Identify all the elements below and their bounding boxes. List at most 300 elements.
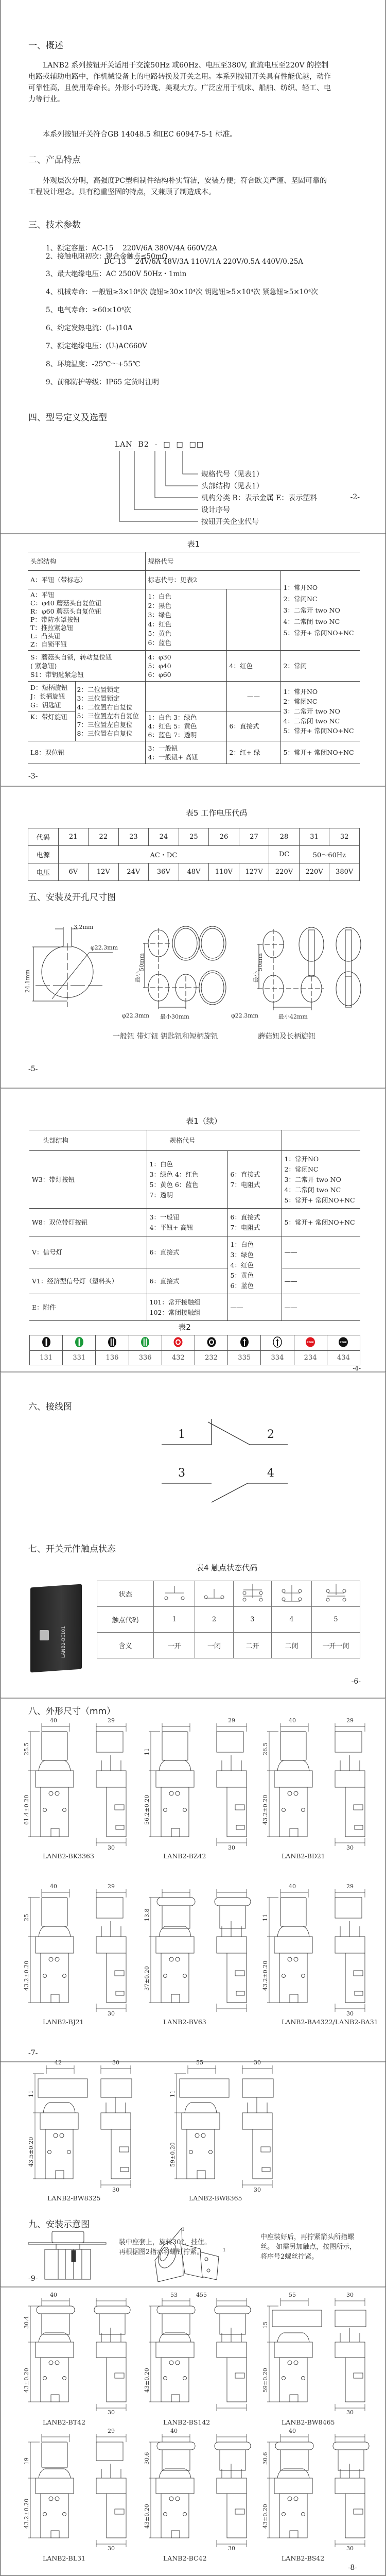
symbol-cell	[30, 1335, 63, 1351]
dimension-label: 30	[346, 2292, 354, 2298]
symbol-cell	[228, 1335, 261, 1351]
model-part-head: □	[176, 440, 184, 449]
table4-contact-codes	[97, 1581, 360, 1658]
dim-min-50-2: 50mm	[257, 953, 264, 971]
svg-text:STOP: STOP	[340, 1341, 347, 1344]
row-label: 电源	[28, 846, 59, 863]
model-caption: LANB2-BW8365	[189, 2194, 242, 2202]
cell: 36V	[149, 863, 179, 881]
model-caption: LANB2-BL31	[43, 2554, 86, 2562]
cell: 24	[149, 828, 179, 846]
dimension-label: 30	[108, 1844, 115, 1851]
dimension-label: 43.2±0.20	[262, 1960, 269, 1991]
cell: DC	[269, 846, 300, 863]
dimension-label: 30	[112, 2187, 119, 2193]
dimension-label: 53	[170, 2292, 178, 2298]
double-bar-green-icon	[140, 1336, 150, 1348]
table-row	[28, 571, 360, 589]
cell	[145, 682, 226, 711]
symbol-cell	[195, 1335, 227, 1351]
cell: 标志代号：见表2	[145, 571, 280, 589]
cell: 32	[329, 828, 360, 846]
section-title-installation: 九、安装示意图	[28, 2219, 90, 2230]
legend-mechanism: 机构分类 B：表示金属 E：表示塑料	[201, 494, 318, 502]
dimension-label: 15	[262, 2321, 269, 2329]
stop-black-icon	[338, 1336, 348, 1348]
page-3	[0, 534, 386, 787]
table-row	[28, 863, 360, 881]
dimension-label: 55	[196, 2059, 203, 2066]
page-number: -3-	[28, 772, 38, 781]
terminal-1: 1	[178, 1428, 185, 1441]
spec-8: 8、环境温度：-25℃～+55℃	[46, 360, 141, 368]
model-caption: LANB2-BD21	[282, 1852, 325, 1860]
contact-2no-icon	[234, 1581, 272, 1607]
model-caption: LANB2-BJ21	[43, 2018, 84, 2026]
install-drawing-rotate	[28, 2231, 111, 2283]
section-title-overview: 一、概述	[28, 41, 63, 51]
cell: 2：红+ 绿	[226, 741, 280, 764]
dim-min-label-2: 最小	[253, 971, 259, 982]
table-row	[28, 552, 360, 571]
product-drawing	[262, 2292, 376, 2430]
table1-title: 表1	[187, 539, 200, 549]
cell: 4：红色	[226, 651, 280, 682]
dimension-label: 30	[108, 2409, 115, 2416]
model-caption: LANB2-BC42	[163, 2554, 207, 2562]
cell: 21	[58, 828, 89, 846]
dimension-label: 59±0.20	[262, 2368, 269, 2393]
model-part-b2: B2	[138, 440, 149, 449]
dimension-label: 30	[254, 2059, 261, 2066]
contact-no-icon	[154, 1581, 195, 1607]
legend-spec-code: 规格代号（见表1）	[201, 470, 264, 479]
cell: 4：φ30 5：φ40 6：φ60	[145, 651, 226, 682]
header-head-structure: 头部结构	[28, 552, 145, 571]
section-title-dimensions: 八、外形尺寸（mm）	[28, 1706, 116, 1717]
product-drawing	[23, 2428, 137, 2566]
cell: A：平钮 C：φ40 蘑菇头自复位钮 R：φ60 蘑菇头自复位钮 P：带防水罩按钮 T：推拉紧急钮 L：凸头钮 Z：自锁平钮	[28, 589, 145, 651]
stop-red-icon	[305, 1336, 315, 1348]
table2-title: 表2	[178, 1323, 191, 1332]
spec-3: 3、最大绝缘电压：AC 2500V 50Hz・1min	[46, 270, 187, 278]
cell: 6：直接式	[147, 1268, 227, 1294]
row-label: 触点代码	[97, 1607, 154, 1633]
cell: 1：白色 3：绿色 4：红色 5：黄色 6：蓝色	[227, 1236, 282, 1294]
table-row	[30, 1335, 360, 1351]
table-row	[29, 1151, 360, 1209]
callout-1b: 1	[223, 2248, 226, 2253]
dim-hole-height: 24.1mm	[24, 969, 31, 993]
product-drawing	[262, 2428, 376, 2566]
arrow-black-icon	[239, 1336, 250, 1348]
cell: D：短柄旋钮 J：长柄旋钮 G：钥匙钮	[28, 682, 75, 711]
product-outline	[170, 2061, 278, 2190]
contact-nc-icon	[195, 1581, 234, 1607]
section-title-tech-params: 三、技术参数	[28, 220, 81, 230]
cell: 25	[179, 828, 209, 846]
dimension-label: 30	[254, 2187, 261, 2193]
cell: 24V	[118, 863, 149, 881]
dimension-label: 43.2±0.20	[23, 2498, 30, 2529]
product-drawing	[145, 1885, 258, 2035]
dimension-label: 61.4±0.20	[23, 1794, 30, 1825]
symbol-code: 335	[228, 1351, 261, 1365]
page-number: -8-	[347, 2564, 357, 2572]
install-instructions-right: 中座装好后，再拧紧箭头所指螺丝。 如需另加触点，按图所示，将序号2螺丝拧紧。	[260, 2233, 357, 2261]
spec-2: 2、接触电阻初次：银合金触点≤50mΩ	[46, 252, 168, 261]
dimension-label: 43±0.20	[262, 2504, 269, 2529]
product-outline	[263, 2431, 371, 2548]
table-row	[28, 846, 360, 863]
product-outline	[263, 1719, 371, 1848]
contact-block-photo	[30, 1581, 84, 1673]
dimension-label: 455	[196, 2292, 207, 2298]
features-paragraph: 外观层次分明，高强度PC塑料制件结构朴实简洁，安装方便；符合欧美严谨、坚固可靠的工程设计理念。具有稳重坚固的特点，又兼顾了制造成本。	[28, 177, 327, 196]
model-part-mechanism: □	[163, 440, 171, 449]
page-4	[0, 1089, 386, 1372]
product-drawing	[29, 2061, 142, 2211]
model-caption: LANB2-BS142	[163, 2418, 210, 2426]
mounting-hole-drawing	[26, 925, 114, 1012]
dimension-label: 26.5	[262, 1742, 269, 1755]
dimension-label: 40	[289, 2428, 296, 2434]
cell: 5：常开+ 常闭NO+NC	[280, 741, 360, 764]
cell: 一闭	[195, 1633, 234, 1658]
dimension-label: 29	[108, 1717, 115, 1724]
cell: 2：常闭	[280, 651, 360, 682]
symbol-code: 136	[96, 1351, 129, 1365]
symbol-cell	[129, 1335, 162, 1351]
contact-block-label: LANB2-BE101	[61, 1626, 66, 1658]
cell: 22	[89, 828, 119, 846]
row-label: 代码	[28, 828, 59, 846]
contact-no-nc-icon	[312, 1581, 360, 1607]
cell: 23	[118, 828, 149, 846]
cell: 48V	[179, 863, 209, 881]
model-caption: LANB2-BW8465	[282, 2418, 335, 2426]
page-number: -9-	[28, 2275, 38, 2283]
dimension-label: 55	[289, 2292, 296, 2298]
cell: AC・DC	[58, 846, 269, 863]
dimension-label: 40	[289, 1883, 296, 1890]
section-title-contact-state: 七、开关元件触点状态	[28, 1544, 116, 1554]
page-number: -4-	[353, 1365, 361, 1372]
product-outline	[145, 1719, 253, 1848]
cell: 1：白色 3：绿色 4：红色 5：黄色 6：蓝色 7：透明	[145, 711, 226, 741]
dimension-label: 11	[28, 2090, 34, 2097]
model-code-diagram	[113, 440, 329, 526]
symbol-code: 434	[327, 1351, 360, 1365]
product-drawing	[23, 2292, 137, 2430]
dim-min-30: 最小30mm	[160, 1013, 189, 1020]
cell: 2	[195, 1607, 234, 1633]
cell: 28	[269, 828, 300, 846]
arrow-outline-icon	[272, 1336, 283, 1348]
product-drawing	[263, 1719, 376, 1869]
product-drawing	[24, 1885, 137, 2035]
spec-6: 6、约定发热电流：(Iₜₕ)10A	[46, 324, 133, 332]
row-label: 含义	[97, 1633, 154, 1658]
section-title-wiring: 六、接线图	[28, 1402, 72, 1412]
page-9	[0, 2059, 386, 2287]
bar-green-icon	[74, 1336, 84, 1348]
dimension-label: 30	[112, 2059, 119, 2066]
page-number: -2-	[350, 493, 360, 501]
section-title-mounting: 五、安装及开孔尺寸图	[28, 892, 116, 903]
cell: 3	[234, 1607, 272, 1633]
table-row	[97, 1607, 360, 1633]
cell: 1：常开NO 2：常闭NC 3：二常开 two NO 4：二常闭 two NC 5：常开+ 常闭NO+NC	[282, 1151, 360, 1209]
symbol-code: 432	[162, 1351, 195, 1365]
dimension-label: 30	[346, 2010, 354, 2017]
product-outline	[29, 2061, 137, 2190]
product-drawing	[24, 1719, 137, 1869]
dim-diameter: φ22.3mm	[122, 1012, 150, 1019]
dimension-label: 30.6	[262, 2452, 269, 2465]
section-title-model: 四、型号定义及选型	[28, 413, 107, 423]
dimension-label: 11	[144, 1748, 150, 1755]
cell: 3：一般钮 4：平钮+ 高钮	[147, 1209, 227, 1236]
spec-1-dc: DC-13 24V/6A 48V/3A 110V/1A 220V/0.5A 440V/0.25A	[104, 258, 304, 266]
header-spec-code: 规格代号	[147, 1130, 282, 1151]
dimension-label: 29	[108, 1883, 115, 1890]
ring-red-icon	[173, 1336, 183, 1348]
callout-1: 1	[182, 2227, 185, 2232]
dimension-label: 40	[50, 1717, 57, 1724]
cell: 2：二位置锁定 3：三位置锁定 4：二位置右自复位 5：三位置左右自复位 7：三位置左自复位 8：三位置右自复位	[75, 682, 145, 741]
dimension-label: 43.2±0.20	[23, 1960, 30, 1991]
cell: W3：带灯按钮	[29, 1151, 147, 1209]
cell: 6：直接式	[226, 711, 280, 741]
table1-continued	[29, 1130, 360, 1321]
table-row	[29, 1268, 360, 1294]
product-outline	[145, 2431, 253, 2548]
standards-paragraph: 本系列按钮开关符合GB 14048.5 和IEC 60947-5-1 标准。	[43, 130, 237, 139]
dimension-label: 40	[170, 2428, 178, 2434]
symbol-code: 232	[195, 1351, 227, 1365]
page-5	[0, 787, 386, 1089]
cell: ——	[226, 682, 280, 711]
svg-text:STOP: STOP	[307, 1341, 314, 1344]
dimension-label: 42	[55, 2059, 62, 2066]
legend-head-structure: 头部结构（见表1）	[201, 482, 264, 490]
page-2	[0, 0, 386, 534]
cell: E：附件	[29, 1294, 147, 1321]
dim-min-42: 最小42mm	[278, 1013, 308, 1020]
table2-symbols	[29, 1335, 360, 1365]
page-number: -7-	[28, 2049, 38, 2057]
model-caption: LANB2-BZ42	[163, 1852, 206, 1860]
model-caption: LANB2-BW8325	[47, 2194, 101, 2202]
dimension-label: 56.2±0.20	[144, 1794, 150, 1825]
dimension-label: 25.5	[23, 1742, 30, 1755]
cell: ——	[282, 1236, 360, 1268]
cell: 一开一闭	[312, 1633, 360, 1658]
cell: V1：经济型信号灯（塑料头）	[29, 1268, 147, 1294]
row-label: 电压	[28, 863, 59, 881]
cell: 二开	[234, 1633, 272, 1658]
product-outline	[24, 1719, 132, 1848]
section-title-features: 二、产品特点	[28, 155, 81, 165]
product-outline	[24, 1885, 132, 2014]
table-row	[29, 1236, 360, 1268]
product-outline	[263, 2295, 371, 2412]
symbol-code: 334	[261, 1351, 294, 1365]
table-row	[28, 828, 360, 846]
symbol-code: 131	[30, 1351, 63, 1365]
dimension-label: 29	[228, 1717, 235, 1724]
symbol-cell	[261, 1335, 294, 1351]
dimension-label: 43±0.20	[23, 2368, 30, 2393]
cell: 3：一般钮 4：一般钮+ 高钮	[145, 741, 226, 764]
table5-title: 表5 工作电压代码	[186, 808, 248, 818]
dimension-label: 30	[108, 2545, 115, 2552]
model-caption: LANB2-BS42	[282, 2554, 325, 2562]
symbol-code: 331	[63, 1351, 96, 1365]
model-caption: LANB2-BT42	[43, 2418, 86, 2426]
double-bar-black-icon	[107, 1336, 117, 1348]
cell: 1：常开NO 2：常闭NC 3：二常开 two NO 4：二常闭 two NC 5：常开+ 常闭NO+NC	[280, 571, 360, 651]
dimension-label: 29	[108, 2428, 115, 2434]
dimension-label: 30	[346, 2545, 354, 2552]
page-6	[0, 1372, 386, 1699]
dimension-label: 43.5±0.20	[28, 2137, 34, 2167]
cell: 6：直接式 7：电阻式	[227, 1151, 282, 1209]
model-part-dash: -	[154, 440, 158, 449]
spec-9: 9、前部防护等级：IP65 定货时注明	[46, 378, 159, 386]
dimension-label: 30	[346, 1844, 354, 1851]
spacing-drawing-mushroom	[255, 925, 368, 1018]
symbol-cell	[327, 1335, 360, 1351]
dim-diameter-2: φ22.3mm	[231, 1012, 259, 1019]
page-8	[0, 2287, 386, 2576]
cell: 5	[312, 1607, 360, 1633]
cell: 1：白色 2：黑色 3：绿色 4：红色 5：黄色 6：蓝色	[145, 589, 226, 651]
dimension-label: 43±0.20	[144, 2368, 150, 2393]
dimension-label: 30	[228, 1844, 235, 1851]
table-row	[28, 682, 360, 711]
cell	[226, 589, 280, 651]
product-drawing	[144, 2292, 258, 2430]
cell: V：信号灯	[29, 1236, 147, 1268]
dimension-label: 11	[262, 1914, 269, 1921]
product-outline	[24, 2295, 132, 2412]
product-drawing	[170, 2061, 284, 2211]
dim-min-label: 最小	[134, 971, 141, 982]
bar-black-icon	[41, 1336, 51, 1348]
cell: 26	[209, 828, 239, 846]
table-row	[30, 1351, 360, 1365]
table-row	[97, 1581, 360, 1607]
product-outline	[263, 1885, 371, 2014]
dimension-label: 13.8	[144, 1908, 150, 1921]
model-caption: LANB2-BV63	[163, 2018, 206, 2026]
page-7	[0, 1699, 386, 2062]
dimension-label: 11	[169, 2090, 176, 2097]
cell: 4	[272, 1607, 312, 1633]
page-number: -6-	[351, 1677, 361, 1686]
product-drawing	[144, 2428, 258, 2566]
cell: ——	[227, 1294, 282, 1321]
symbol-code: 234	[294, 1351, 327, 1365]
dimension-label: 40	[289, 1717, 296, 1724]
cell: 6：直接式 7：电阻式	[227, 1209, 282, 1236]
cell: 110V	[209, 863, 239, 881]
cell: 1：白色 3：绿色 4：红色 5：黄色 6：蓝色 7：透明	[147, 1151, 227, 1209]
spacing-drawing-standard	[135, 925, 238, 1018]
cell: 12V	[89, 863, 119, 881]
dimension-label: 19	[23, 2458, 30, 2465]
dimension-label: 29	[346, 1717, 354, 1724]
cell: 二闭	[272, 1633, 312, 1658]
contact-2nc-icon	[272, 1581, 312, 1607]
dimension-label: 40	[50, 2292, 57, 2298]
cell: 1：常开NO 2：常闭NC 3：二常开 two NO 4：二常闭 two NC 5：常开+ 常闭NO+NC	[280, 682, 360, 741]
symbol-cell	[162, 1335, 195, 1351]
table-row	[28, 651, 360, 682]
dimension-label: 59±0.20	[169, 2142, 176, 2167]
cell: A：平钮（带标志）	[28, 571, 145, 589]
product-outline	[145, 2295, 253, 2412]
dim-min-50: 50mm	[138, 953, 145, 971]
cell: L8：双位钮	[28, 741, 145, 764]
install-instructions-left: 装中座套上，旋转30°，挂住。 再根据图2指示将螺钉拧紧。	[119, 2239, 212, 2256]
table-row	[29, 1294, 360, 1321]
cell: 一开	[154, 1633, 195, 1658]
model-part-lan: LAN	[115, 440, 133, 449]
dimension-label: 43.2±0.20	[262, 1794, 269, 1825]
cell: 1	[154, 1607, 195, 1633]
table-row	[29, 1130, 360, 1151]
spec-5: 5、电气寿命：≥60×10⁴次	[46, 306, 131, 314]
header-blank	[282, 1130, 360, 1151]
row-label: 状态	[97, 1581, 154, 1607]
dimension-label: 29	[346, 1883, 354, 1890]
caption-mushroom-buttons: 蘑菇妞及长柄旋钮	[258, 1032, 315, 1041]
dim-hole-diameter: φ22.3mm	[91, 944, 118, 951]
dimension-label: 30.4	[23, 2316, 30, 2329]
caption-standard-buttons: 一般钮 带灯钮 钥匙钮和短柄旋钮	[113, 1032, 218, 1041]
cell: 6：直接式	[147, 1236, 227, 1268]
dimension-label: 30.6	[144, 2452, 150, 2465]
page-number: -5-	[28, 1065, 38, 1073]
cell: S：蘑菇头自锁，转动复位钮 ( 紧急钮) S1：带钥匙紧急钮	[28, 651, 145, 682]
dimension-label: 30	[346, 2409, 354, 2416]
table-row	[97, 1633, 360, 1658]
product-drawing	[263, 1885, 376, 2035]
symbol-cell	[63, 1335, 96, 1351]
symbol-cell	[294, 1335, 327, 1351]
cell: 6V	[58, 863, 89, 881]
cell: 5：常开+ 常闭NO+NC	[282, 1209, 360, 1236]
cell: 127V	[239, 863, 269, 881]
terminal-3: 3	[178, 1467, 185, 1480]
model-caption: LANB2-BA4322/LANB2-BA31	[282, 2018, 378, 2026]
cell: 101：常开接触组 102：常闭接触组	[147, 1294, 227, 1321]
dimension-label: 43±0.20	[144, 2504, 150, 2529]
overview-paragraph: LANB2 系列按钮开关适用于交流50Hz 或60Hz、电压至380V, 直流电压至220V 的控制电路或辅助电路中，作机械设备上的电路转换及开关之用。本系列按钮开关具有性能优越，动作可靠性高，且使用寿命长。外形小巧玲珑、美观大方。广泛应用于机床、船舶、纺织、轻工、电力等行业。	[28, 61, 331, 104]
spec-4: 4、机械寿命：一般钮≥3×10⁶次 旋钮≥30×10⁴次 钥匙钮≥5×10⁴次 紧急钮≥5×10⁴次	[46, 288, 318, 296]
ring-black-icon	[206, 1336, 217, 1348]
dimension-label: 37±0.20	[144, 1966, 150, 1991]
symbol-code: 336	[129, 1351, 162, 1365]
table-row	[28, 741, 360, 764]
legend-design-no: 设计序号	[201, 506, 230, 514]
table4-title: 表4 触点状态代码	[196, 1563, 258, 1572]
dimension-label: 30	[228, 2545, 235, 2552]
spec-7: 7、额定绝缘电压：(Uᵢ)AC660V	[46, 342, 147, 350]
